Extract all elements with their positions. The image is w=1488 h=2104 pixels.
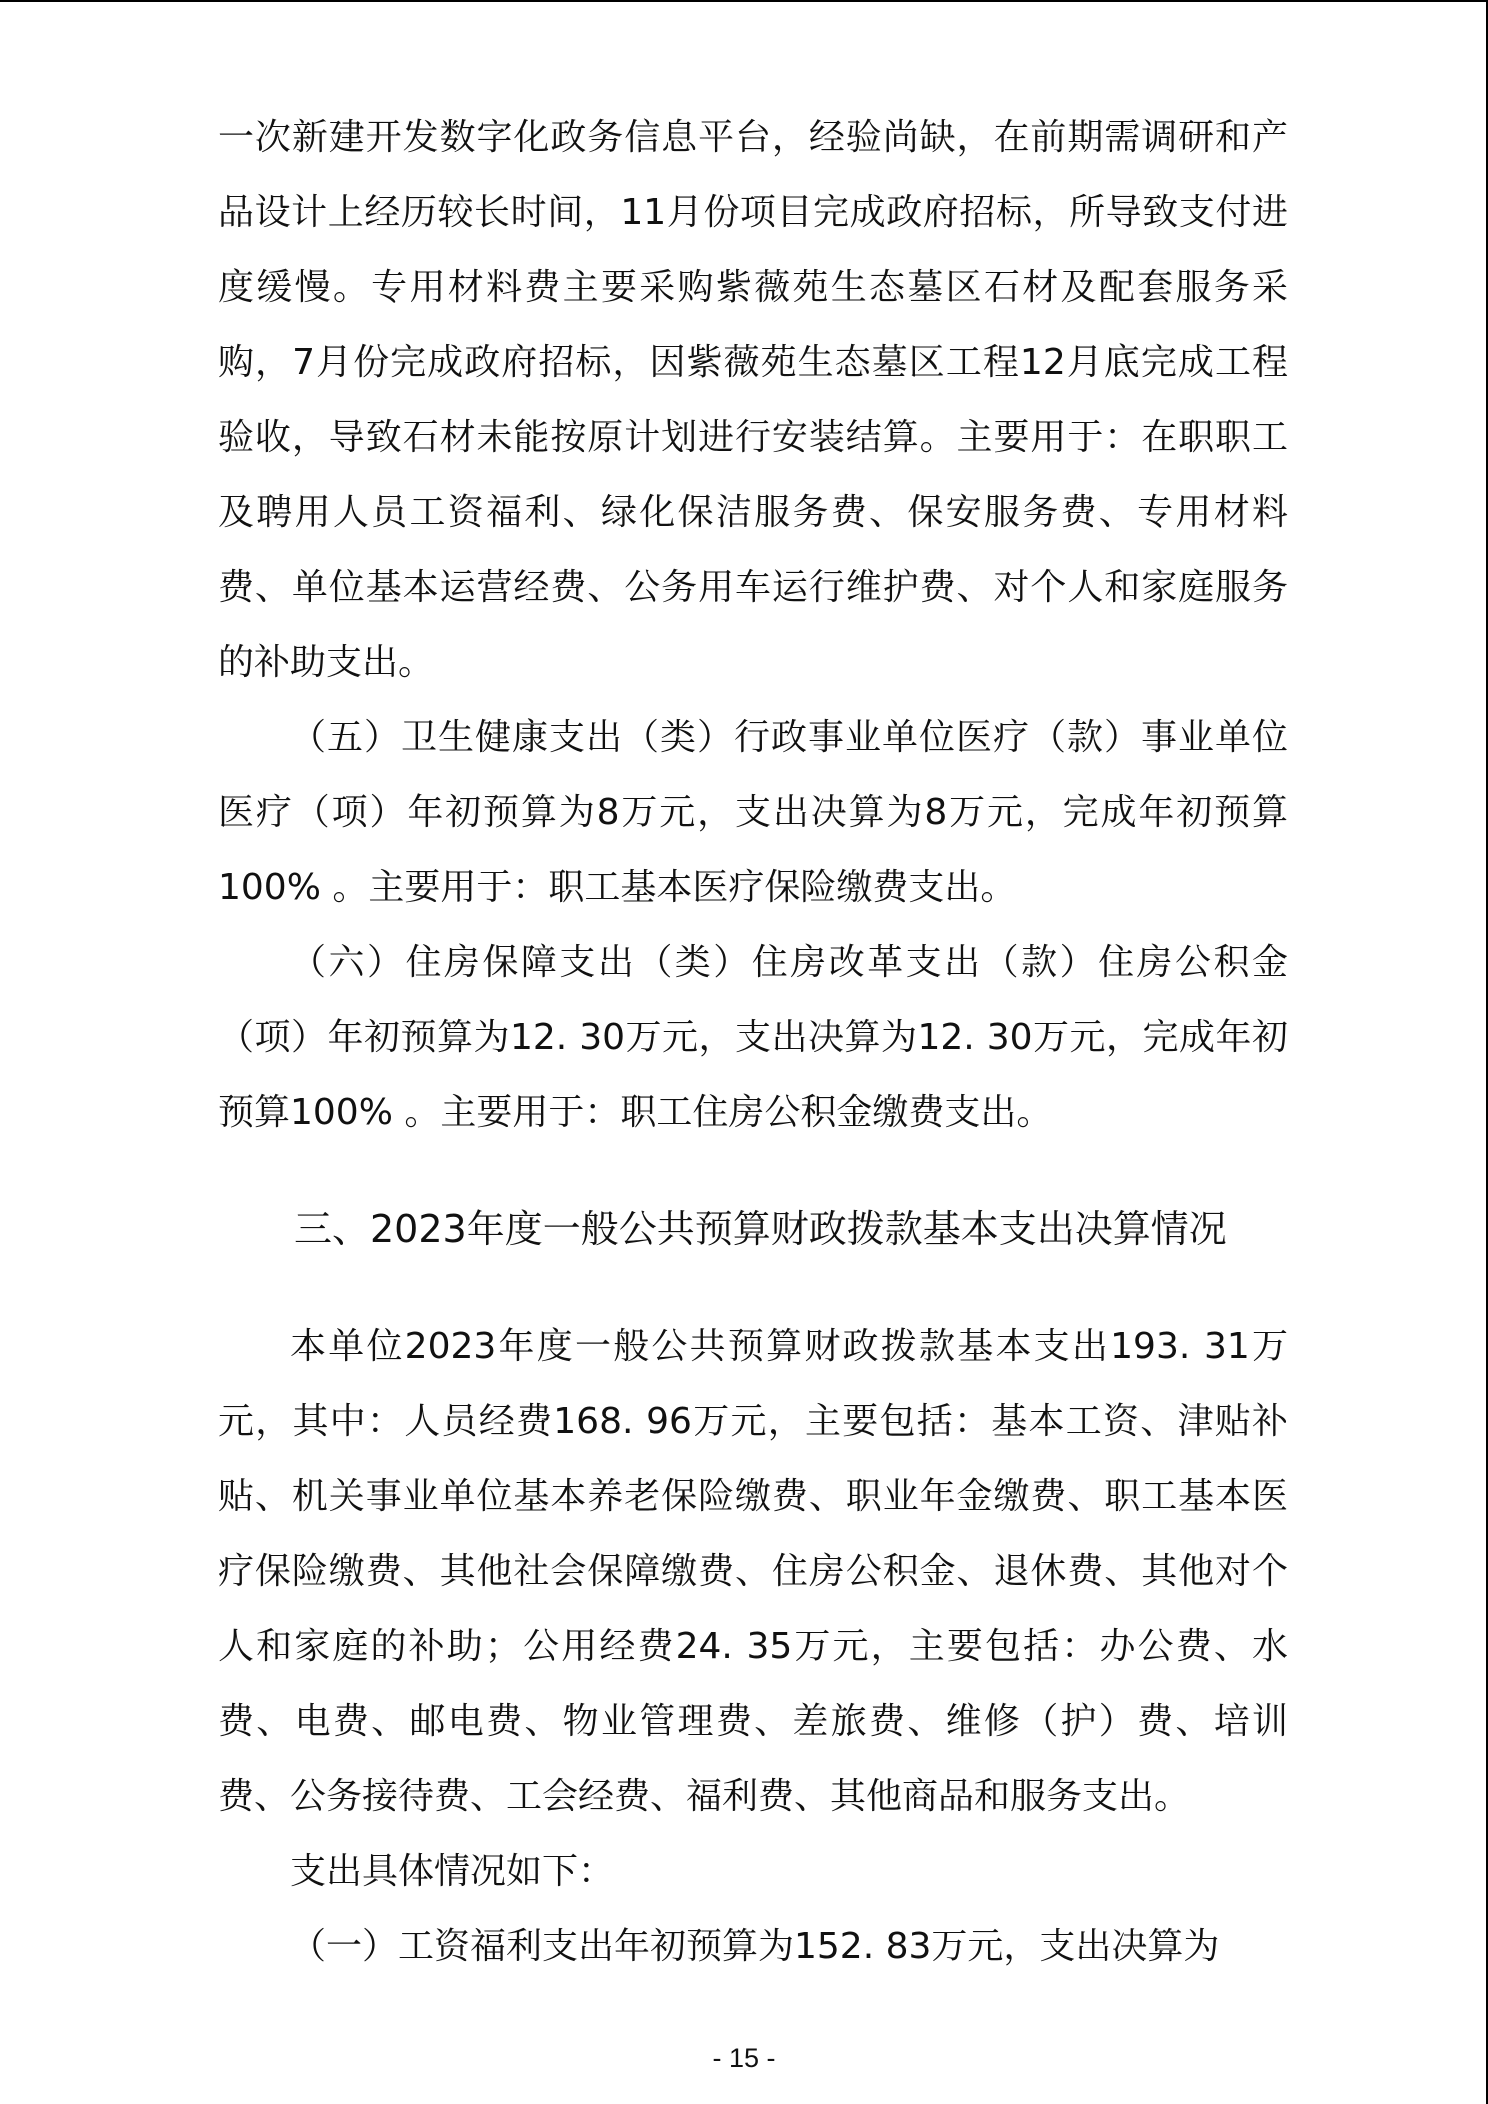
paragraph-platform-and-materials: 一次新建开发数字化政务信息平台，经验尚缺，在前期需调研和产品设计上经历较长时间，11月份项目完成政府招标，所导致支付进度缓慢。专用材料费主要采购紫薇苑生态墓区石材及配套服务采购，7月份完成政府招标，因紫薇苑生态墓区工程12月底完成工程验收，导致石材未能按原计划进行安装结算。主要用于：在职职工及聘用人员工资福利、绿化保洁服务费、保安服务费、专用材料费、单位基本运营经费、公务用车运行维护费、对个人和家庭服务的补助支出。: [218, 117, 1288, 683]
document-body: [218, 100, 1288, 1984]
section-heading: 三、2023年度一般公共预算财政拨款基本支出决算情况: [294, 1207, 1227, 1251]
page-top-border: [0, 0, 1488, 2]
paragraph-details-intro: 支出具体情况如下：: [290, 1851, 615, 1892]
page-number: - 15 -: [712, 2043, 776, 2073]
paragraph-health-expenditure: （五）卫生健康支出（类）行政事业单位医疗（款）事业单位医疗（项）年初预算为8万元，支出决算为8万元，完成年初预算100% 。主要用于：职工基本医疗保险缴费支出。: [218, 717, 1288, 908]
paragraph-salary-welfare: （一）工资福利支出年初预算为152. 83万元，支出决算为: [290, 1926, 1220, 1967]
paragraph-housing-expenditure: （六）住房保障支出（类）住房改革支出（款）住房公积金（项）年初预算为12. 30万元，支出决算为12. 30万元，完成年初预算100% 。主要用于：职工住房公积金缴费支出。: [218, 942, 1288, 1133]
paragraph-basic-expenditure: 本单位2023年度一般公共预算财政拨款基本支出193. 31万元，其中：人员经费168. 96万元，主要包括：基本工资、津贴补贴、机关事业单位基本养老保险缴费、职业年金缴费、职工基本医疗保险缴费、其他社会保障缴费、住房公积金、退休费、其他对个人和家庭的补助；公用经费24. 35万元，主要包括：办公费、水费、电费、邮电费、物业管理费、差旅费、维修（护）费、培训费、公务接待费、工会经费、福利费、其他商品和服务支出。: [218, 1326, 1288, 1817]
